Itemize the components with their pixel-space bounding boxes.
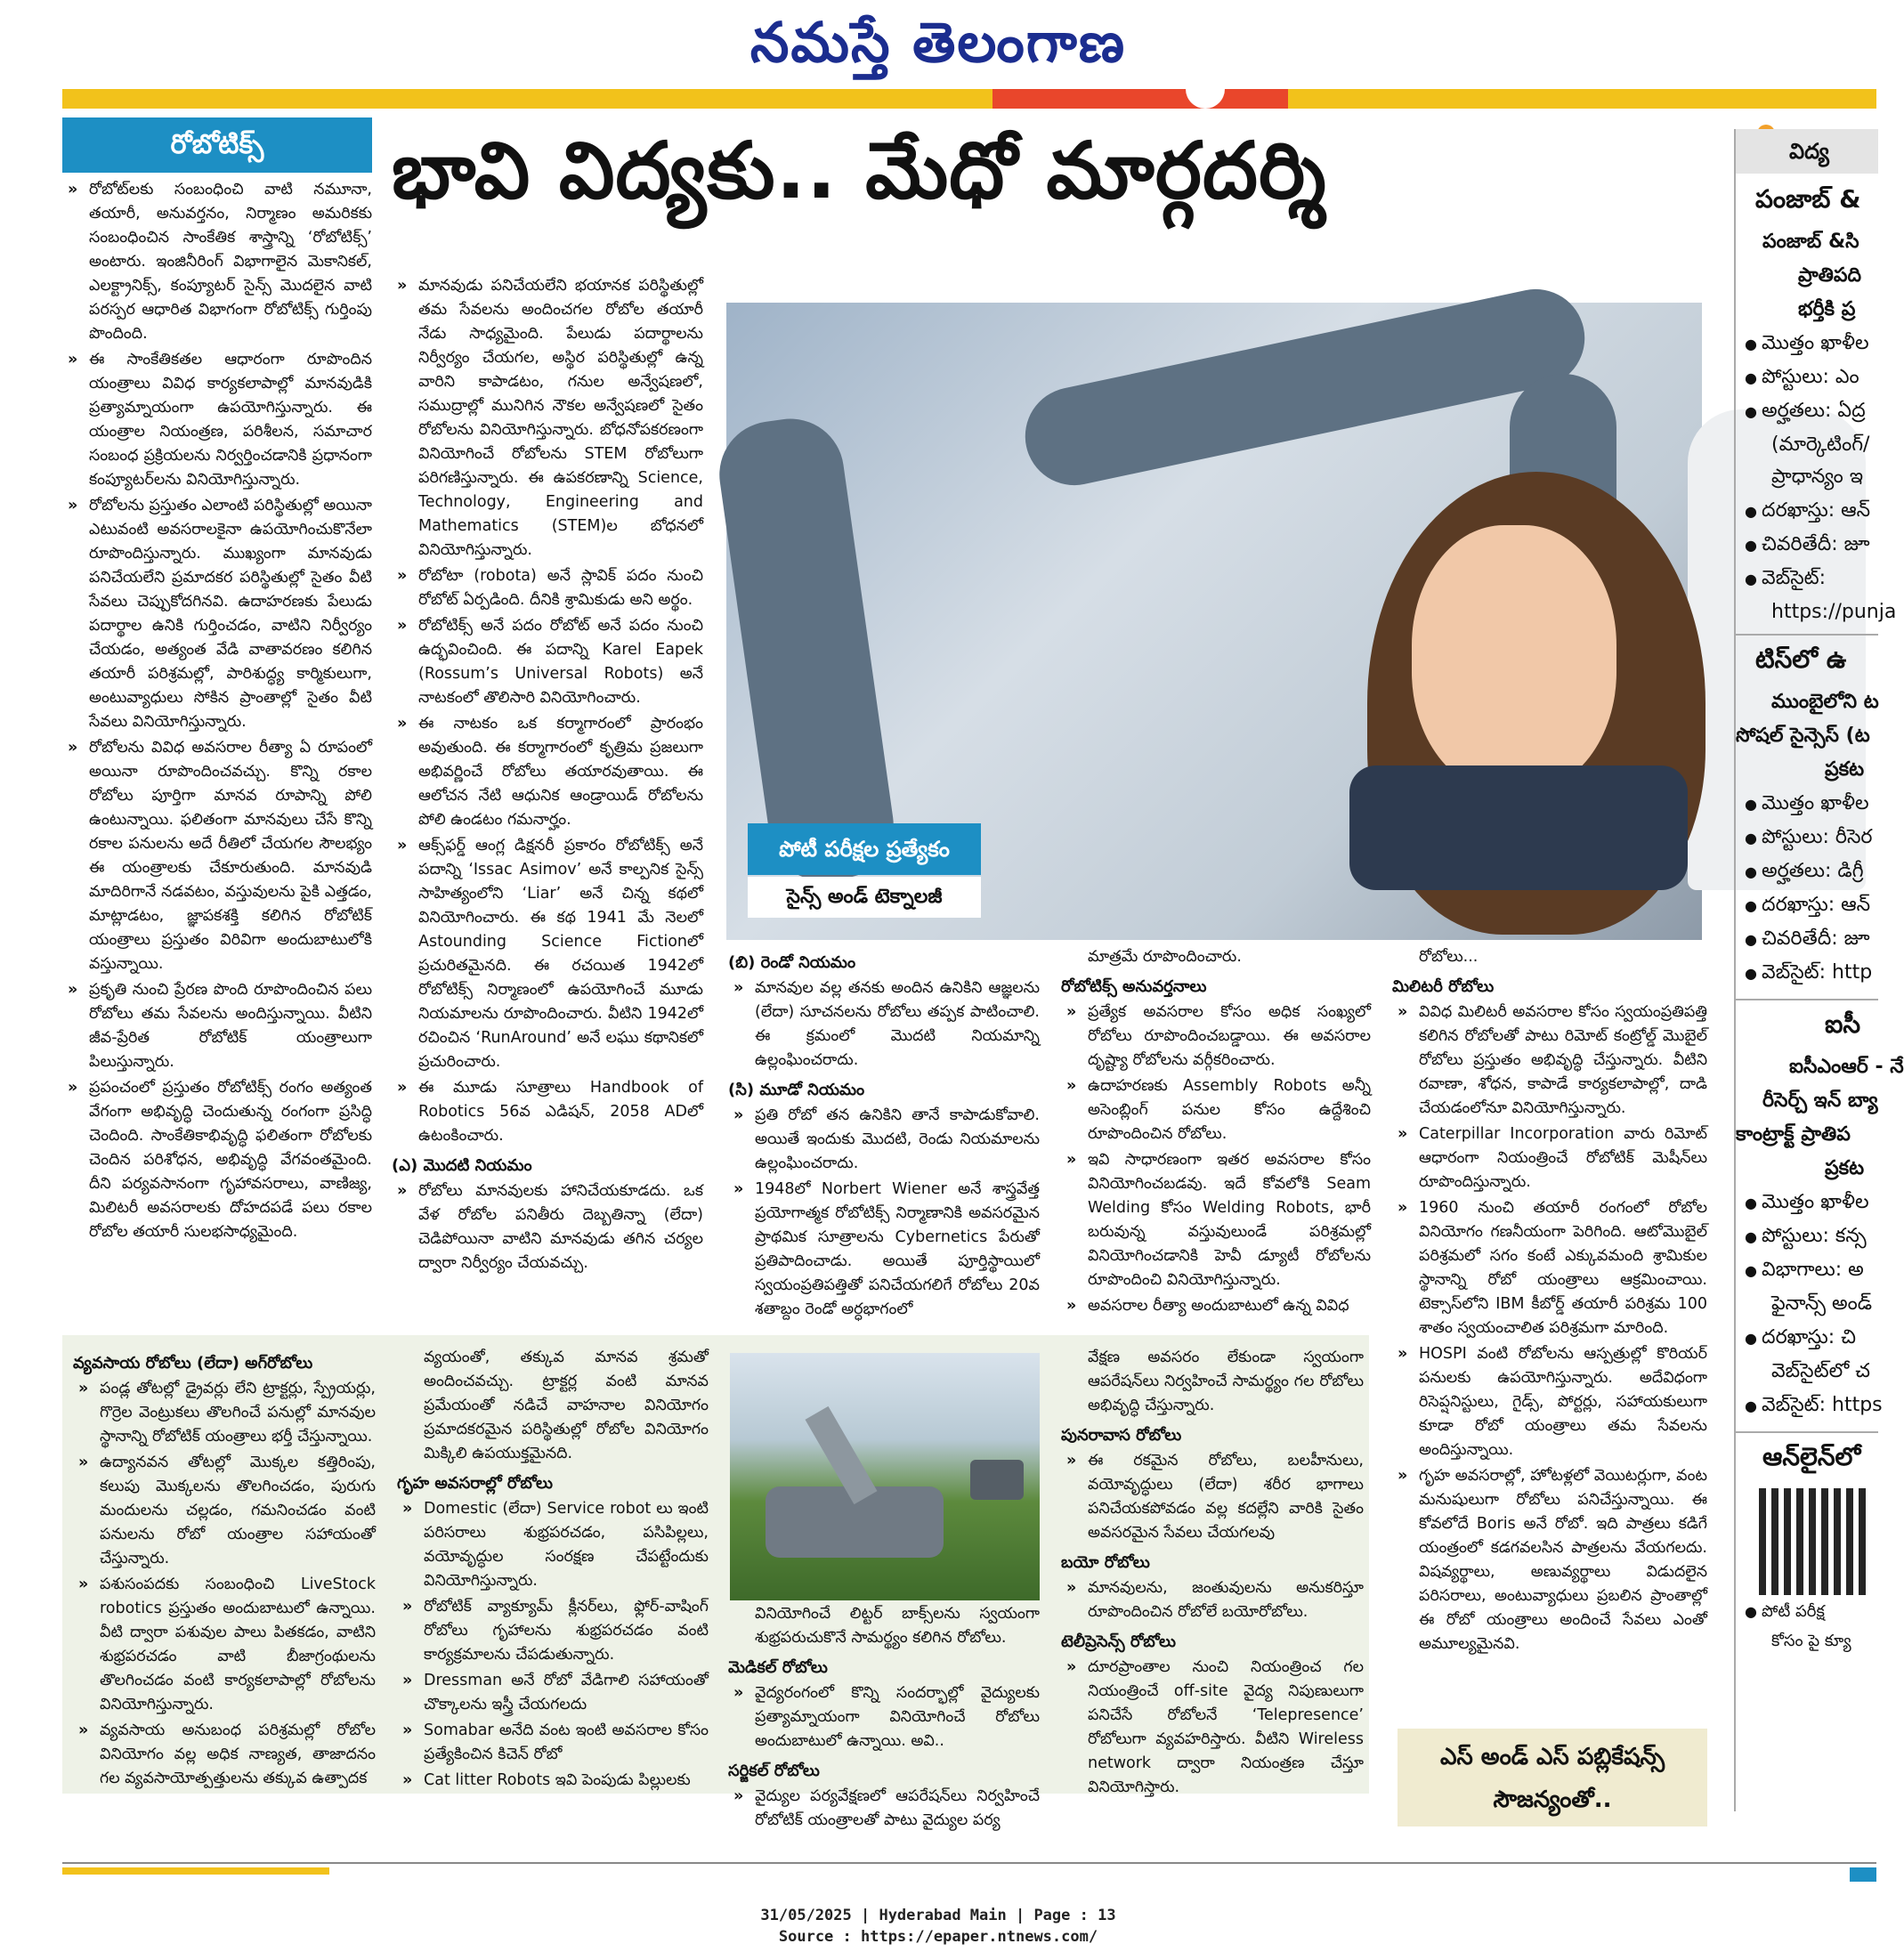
col2-item: » రోబోటా (robota) అనే స్లావిక్ పదం నుంచి రోబోట్ ఏర్పడింది. దీనికి శ్రామికుడు అని అర్థం. <box>392 564 703 612</box>
job-bullet: ● మొత్తం ఖాళీల <box>1736 792 1878 819</box>
green-item: » వైద్యరంగంలో కొన్ని సందర్భాల్లో వైద్యులకు ప్రత్యామ్నాయంగా వినియోగించే రోబోలు అందుబాటులో ఉన్నాయి. అవి.. <box>728 1681 1040 1754</box>
job-bullet-cont: (మార్కెటింగ్/ <box>1771 433 1870 456</box>
green-item: » దూరప్రాంతాల నుంచి నియంత్రించ గల నియంత్రించే off-site వైద్య నిపుణులుగా పనిచేసే రోబోలనే ‘Telepresence’ రోబోలుగా వ్యవహరిస్తారు. వీటిని Wireless network ద్వారా నియంత్రణ చేస్తూ వినియోగిస్తారు. <box>1061 1656 1364 1800</box>
medical-robots-heading: మెడికల్ రోబోలు <box>728 1658 828 1677</box>
article-column-1 <box>62 178 372 1246</box>
job-bullet: ● విభాగాలు: అ <box>1736 1259 1878 1285</box>
job-desc: పంజాబ్ &సి <box>1762 231 1859 253</box>
jobs-sidebar <box>1734 129 1904 1811</box>
surgical-robots-heading: సర్జికల్ రోబోలు <box>728 1762 820 1780</box>
job-bullet-cont: కోసం పై క్యూ <box>1771 1632 1851 1650</box>
photo-badge-subtitle: సైన్స్ అండ్ టెక్నాలజీ <box>748 877 981 918</box>
job-title-1: పంజాబ్ & <box>1755 184 1861 214</box>
home-robots-heading: గృహ అవసరాల్లో రోబోలు <box>397 1474 553 1493</box>
col1-item: » ప్రపంచంలో ప్రస్తుతం రోబోటిక్స్ రంగం అత్యంత వేగంగా అభివృద్ధి చెందుతున్న రంగంగా ప్రసిద్ధి చెందింది. సాంకేతికాభివృద్ధి ఫలితంగా రోబోలకు చెందిన పరిశోధన, అభివృద్ధి వేగవంతమైంది. దీని పర్యవసానంగా గృహావసరాలు, వాణిజ్య, మిలిటరీ అవసరాలకు దోహదపడే పలు రకాల రోబోల తయారీ సులభసాధ్యమైంది. <box>62 1076 372 1244</box>
green-item: » Domestic (లేదా) Service robot లు ఇంటి పరిసరాలు శుభ్రపరచడం, పసిపిల్లలు, వయోవృద్ధుల సంరక్షణ చేపట్టేందుకు వినియోగిస్తున్నారు. <box>397 1497 709 1593</box>
bottom-divider <box>62 1862 1876 1864</box>
green-item: » రోబోటిక్ వ్యాక్యూమ్ క్లీనర్‌లు, ఫ్లోర్-వాషింగ్ రోబోలు గృహాలను శుభ్రపరచడం వంటి కార్యక్రమాలను చేపడుతున్నారు. <box>397 1595 709 1667</box>
col4-item: » ఇవి సాధారణంగా ఇతర అవసరాల కోసం వినియోగించబడవు. ఇదే కోవలోకి Seam Welding కోసం Welding Robots, భారీ బరువున్న వస్తువులుండే పరిశ్రమల్లో వినియోగించడానికి హెవీ డ్యూటీ రోబోలను రూపొందించి వినియోగిస్తున్నారు. <box>1061 1148 1371 1292</box>
job-desc: ప్రకట <box>1825 1157 1865 1179</box>
article-column-4 <box>1061 945 1371 1320</box>
green-c2-lead: వ్యయంతో, తక్కువ మానవ శ్రమతో అందించవచ్చు. ట్రాక్టర్ల వంటి మానవ ప్రమేయంతో నడిచే వాహనాల వినియోగం ప్రమాదకరమైన పరిస్థితుల్లో రోబోల వినియోగం మిక్కిలి ఉపయుక్తమైనది. <box>424 1349 709 1462</box>
applications-heading: రోబోటిక్స్ అనువర్తనాలు <box>1061 977 1207 996</box>
online-title: ఆన్‌లైన్‌లో <box>1736 1431 1878 1478</box>
job-bullet-cont: ప్రాధాన్యం ఇ <box>1771 466 1863 488</box>
green-item: » పశుసంపదకు సంబంధించి LiveStock robotics ప్రస్తుతం అందుబాటులో ఉన్నాయి. వీటి ద్వారా పశువుల పాలు పితకడం, వాటిని శుభ్రపరచడం వాటి బీజాగ్రంథులను తొలగించడం వంటి కార్యకలాపాల్లో రోబోలను వినియోగిస్తున్నారు. <box>73 1573 376 1717</box>
footer-source[interactable]: Source : https://epaper.ntnews.com/ <box>778 1928 1098 1946</box>
job-desc: ముంబైలోని ట <box>1771 691 1879 713</box>
rule-1-text: » రోబోలు మానవులకు హానిచేయకూడదు. ఒక వేళ రోబోల పనితీరు దెబ్బతిన్నా (లేదా) చెడిపోయినా వాటిని మానవుడు తగిన చర్యల ద్వారా నిర్వీర్యం చేయవచ్చు. <box>392 1179 703 1276</box>
green-column-2 <box>397 1346 709 1794</box>
col5-item: » HOSPI వంటి రోబోలను ఆస్పత్రుల్లో కొరియర్ పనులకు ఉపయోగిస్తున్నారు. అదేవిధంగా రిసెప్షనిస్టులు, గైడ్స్, పోర్టర్లు, సహాయకులుగా కూడా రోబో యంత్రాలు తమ సేవలను అందిస్తున్నాయి. <box>1392 1342 1707 1462</box>
scarf <box>1349 765 1688 890</box>
rule-3-heading: (సి) మూడో నియమం <box>728 1081 865 1099</box>
farm-robot-small <box>970 1460 1024 1500</box>
publisher-credit <box>1398 1729 1707 1826</box>
job-desc: ప్రకట <box>1825 758 1865 781</box>
job-bullet-cont: వెబ్‌సైట్‌లో చ <box>1771 1360 1870 1382</box>
job-bullet: ● వెబ్‌సైట్: https <box>1736 1394 1878 1421</box>
job-bullet: ● పోస్టులు: ఎం <box>1736 366 1878 393</box>
job-bullet: ● దరఖాస్తు: ఆన్ <box>1736 499 1878 526</box>
green-column-4 <box>1061 1346 1364 1802</box>
military-robots-heading: మిలిటరీ రోబోలు <box>1392 977 1495 996</box>
robot-right-arm <box>1017 280 1594 495</box>
col5-lead: రోబోలు... <box>1419 948 1479 966</box>
job-desc: కాంట్రాక్ట్ ప్రాతిప <box>1736 1123 1851 1146</box>
col4-item: » ప్రత్యేక అవసరాల కోసం అధిక సంఖ్యలో రోబోలు రూపొందించబడ్డాయి. ఈ అవసరాల దృష్ట్యా రోబోలను వర్గీకరించారు. <box>1061 1000 1371 1073</box>
green-item: » ఉద్యానవన తోటల్లో మొక్కల కత్తిరింపు, కలుపు మొక్కలను తొలగించడం, పురుగు మందులను చల్లడం, గమనించడం వంటి పనులను రోబో యంత్రాల సహాయంతో చేస్తున్నారు. <box>73 1451 376 1571</box>
qr-code-icon[interactable] <box>1759 1488 1866 1595</box>
job-bullet: ● అర్హతలు: ఏద్ర <box>1736 400 1878 426</box>
green-item: » పండ్ల తోటల్లో డ్రైవర్లు లేని ట్రాక్టర్లు, స్ప్రేయర్లు, గొర్రెల వెంట్రుకలు తొలగించే పనుల్లో మానవుల స్థానాన్ని రోబోటిక్ యంత్రాలు భర్తీ చేస్తున్నాయి. <box>73 1377 376 1449</box>
col4-item: » ఉదాహరణకు Assembly Robots అన్నీ అసెంబ్లింగ్ పనుల కోసం ఉద్దేశించి రూపొందించిన రోబోలు. <box>1061 1074 1371 1146</box>
green-item: » వ్యవసాయ అనుబంధ పరిశ్రమల్లో రోబోల వినియోగం వల్ల అధిక నాణ్యత, తాజాదనం గల వ్యవసాయోత్పత్తులను తక్కువ ఉత్పాదక <box>73 1719 376 1791</box>
col4-lead: మాత్రమే రూపొందించారు. <box>1088 948 1242 966</box>
job-desc: రీసెర్చ్ ఇన్ బ్యా <box>1762 1089 1878 1112</box>
job-bullet: ● మొత్తం ఖాళీల <box>1736 1191 1878 1218</box>
masthead <box>0 0 1876 85</box>
bottom-color-bar <box>62 1867 329 1875</box>
job-desc: భర్తీకి ప్ర <box>1798 298 1856 320</box>
job-bullet: ● చివరితేదీ: జూ <box>1736 927 1878 954</box>
green-column-3 <box>728 1602 1040 1835</box>
rule-1-heading: (ఎ) మొదటి నియమం <box>392 1156 532 1175</box>
rule-2-text: » మానవుల వల్ల తనకు అందిన ఉనికిని ఆజ్ఞలను (లేదా) సూచనలను రోబోలు తప్పక పాటించాలి. ఈ క్రమంలో మొదటి నియమాన్ని ఉల్లంఘించరాదు. <box>728 976 1040 1073</box>
col1-item: » రోబోలను ప్రస్తుతం ఎలాంటి పరిస్థితుల్లో అయినా ఎటువంటి అవసరాలకైనా ఉపయోగించుకొనేలా రూపొందిస్తున్నారు. ముఖ్యంగా మానవుడు పనిచేయలేని ప్రమాదకర పరిస్థితుల్లో సైతం వీటి సేవలు చెప్పుకోదగినవి. ఉదాహరణకు పేలుడు పదార్థాల ఉనికి గుర్తించడం, వాటిని నిర్వీర్యం చేయడం, అత్యంత వేడి వాతావరణం కలిగిన తయారీ పరిశ్రమల్లో, పారిశుద్ధ్య కార్మికులుగా, అంటువ్యాధులు సోకిన ప్రాంతాల్లో సైతం వీటి సేవలు వినియోగిస్తున్నారు. <box>62 494 372 734</box>
col2-item: » ఈ మూడు సూత్రాలు Handbook of Robotics 56వ ఎడిషన్, 2058 ADలో ఉటంకించారు. <box>392 1076 703 1148</box>
job-url: https://punja <box>1771 601 1897 623</box>
agri-robots-heading: వ్యవసాయ రోబోలు (లేదా) అగ్‌రోబోలు <box>73 1354 313 1373</box>
green-column-1 <box>73 1346 376 1793</box>
article-column-3 <box>728 945 1040 1324</box>
col5-item: » 1960 నుంచి తయారీ రంగంలో రోబోల వినియోగం గణనీయంగా పెరిగింది. ఆటోమొబైల్ పరిశ్రమలో సగం కంటే ఎక్కువమంది శ్రామికుల స్థానాన్ని రోబో యంత్రాలు ఆక్రమించాయి. టెక్సాస్‌లోని IBM కీబోర్డ్ తయారీ పరిశ్రమ 100 శాతం స్వయంచాలిత పరిశ్రమగా మారింది. <box>1392 1196 1707 1340</box>
col2-item: » ఆక్స్‌ఫర్డ్ ఆంగ్ల డిక్షనరీ ప్రకారం రోబోటిక్స్ అనే పదాన్ని ‘Issac Asimov’ అనే కాల్పనిక సైన్స్ సాహిత్యంలోని ‘Liar’ అనే చిన్న కథలో వినియోగించారు. ఈ కథ 1941 మే నెలలో Astounding Science Fictionలో ప్రచురితమైనది. ఈ రచయిత 1942లో రోబోటిక్స్ నిర్మాణంలో ఉపయోగించే మూడు నియమాలను రూపొందించారు. వీటిని 1942లో రచించిన ‘RunAround’ అనే లఘు కథానికలో ప్రచురించారు. <box>392 834 703 1074</box>
job-bullet: ● పోటీ పరీక్ష <box>1736 1602 1878 1624</box>
green-c4-lead: వేక్షణ అవసరం లేకుండా స్వయంగా ఆపరేషన్‌లు నిర్వహించే సామర్థ్యం గల రోబోలు అభివృద్ధి చేస్తున్నారు. <box>1088 1349 1364 1414</box>
rule-2-heading: (బి) రెండో నియమం <box>728 953 856 972</box>
telepresence-robots-heading: టెలీప్రెసెన్స్ రోబోలు <box>1061 1632 1176 1651</box>
col1-item: » ప్రకృతి నుంచి ప్రేరణ పొంది రూపొందించిన పలు రోబోలు తమ సేవలను అందిస్తున్నాయి. వీటిని జీవ-ప్రేరిత రోబోటిక్ యంత్రాలుగా పిలుస్తున్నారు. <box>62 978 372 1074</box>
newspaper-logo: నమస్తే తెలంగాణ <box>749 10 1127 75</box>
col2-item: » రోబోటిక్స్ అనే పదం రోబోట్ అనే పదం నుంచి ఉద్భవించింది. ఈ పదాన్ని Karel Eapek (Rossum’s Universal Robots) అనే నాటకంలో తొలిసారి వినియోగించారు. <box>392 614 703 710</box>
job-bullet: ● వెబ్‌సైట్: <box>1736 567 1878 594</box>
col5-item: » Caterpillar Incorporation వారు రిమోట్ ఆధారంగా నియంత్రించే రోబోటిక్ మెషీన్‌లు రూపొందిస్తున్నారు. <box>1392 1122 1707 1195</box>
rule-3-text: » ప్రతి రోబో తన ఉనికిని తానే కాపాడుకోవాలి. అయితే ఇందుకు మొదటి, రెండు నియమాలను ఉల్లంఘించరాదు. <box>728 1104 1040 1176</box>
page-footer <box>0 1905 1876 1948</box>
job-bullet: ● పోస్టులు: కన్స <box>1736 1225 1878 1251</box>
job-title-3: ఐసీ <box>1736 999 1878 1045</box>
green-c3-lead: వినియోగించే లిట్టర్ బాక్స్‌లను స్వయంగా శుభ్రపరుచుకొనే సామర్థ్యం కలిగిన రోబోలు. <box>755 1605 1040 1647</box>
photo-badge-title: పోటీ పరీక్షల ప్రత్యేకం <box>748 823 981 875</box>
robot-left-arm <box>712 412 900 887</box>
job-bullet: ● పోస్టులు: రీసెర <box>1736 826 1878 853</box>
col1-item: » రోబోలను వివిధ అవసరాల రీత్యా ఏ రూపంలో అయినా రూపొందించవచ్చు. కొన్ని రకాల రోబోలు పూర్తిగా మానవ రూపాన్ని పోలి ఉంటున్నాయి. ఫలితంగా మానవులు చేసే కొన్ని రకాల పనులను అదే రీతిలో చేయగల సౌలభ్యం ఈ యంత్రాలకు చేకూరుతుంది. మానవుడి మాదిరిగానే నడవటం, వస్తువులను పైకి ఎత్తడం, మాట్లాడటం, జ్ఞాపకశక్తి కలిగిన రోబోటిక్ యంత్రాలు ప్రస్తుతం విరివిగా అందుబాటులోకి వస్తున్నాయి. <box>62 736 372 976</box>
job-bullet: ● మొత్తం ఖాళీల <box>1736 332 1878 359</box>
green-item: » ఈ రకమైన రోబోలు, బలహీనులు, వయోవృద్ధులు (లేదా) శరీర భాగాలు పనిచేయకపోవడం వల్ల కదల్లేని వారికి సైతం అవసరమైన సేవలు చేయగలవు <box>1061 1449 1364 1545</box>
green-item: » Somabar అనేది వంట ఇంటి అవసరాల కోసం ప్రత్యేకించిన కిచెన్ రోబో <box>397 1719 709 1767</box>
green-item: » మానవులను, జంతువులను అనుకరిస్తూ రూపొందించిన రోబోలే బయోరోబోలు. <box>1061 1576 1364 1624</box>
job-bullet: ● చివరితేదీ: జూ <box>1736 533 1878 560</box>
col5-item: » గృహ అవసరాల్లో, హోటళ్లలో వెయిటర్లుగా, వంట మనుషులుగా రోబోలు పనిచేస్తున్నాయి. ఈ కోవలోదే Boris అనే రోబో. ఇది పాత్రలు కడిగే యంత్రంలో కడగవలసిన పాత్రలను వేయగలదు. విషవ్యర్థాలు, అణువ్యర్థాలు విడుదలైన పరిసరాలు, అంటువ్యాధులు ప్రబలిన ప్రాంతాల్లో ఈ రోబో యంత్రాలు అందించే సేవలు ఎంతో అమూల్యమైనవి. <box>1392 1464 1707 1656</box>
col1-item: » ఈ సాంకేతికతల ఆధారంగా రూపొందిన యంత్రాలు వివిధ కార్యకలాపాల్లో మానవుడికి ప్రత్యామ్నాయంగా ఉపయోగిస్తున్నారు. ఈ యంత్రాల నియంత్రణ, పరిశీలన, సమాచార సంబంధ ప్రక్రియలను నిర్వర్తించడానికి ప్రధానంగా కంప్యూటర్‌లను వినియోగిస్తున్నారు. <box>62 348 372 492</box>
farm-robot-photo <box>730 1353 1040 1600</box>
bio-robots-heading: బయో రోబోలు <box>1061 1553 1150 1572</box>
job-bullet-cont: ఫైనాన్స్ అండ్ <box>1771 1292 1873 1315</box>
section-tag: రోబోటిక్స్ <box>62 117 372 173</box>
top-bar-accent <box>993 89 1288 109</box>
col4-item: » అవసరాల రీత్యా అందుబాటులో ఉన్న వివిధ <box>1061 1294 1371 1318</box>
article-column-2 <box>392 274 703 1277</box>
job-bullet: ● దరఖాస్తు: ఆన్ <box>1736 894 1878 920</box>
col5-item: » వివిధ మిలిటరీ అవసరాల కోసం స్వయంప్రతిపత్తి కలిగిన రోబోలతో పాటు రిమోట్ కంట్రోల్డ్ మొబైల్ రోబోలు ప్రస్తుతం అభివృద్ధి చేస్తున్నారు. వీటిని రవాణా, శోధన, కాపాడే కార్యకలాపాల్లో, దాడి చేయడంలోనూ వినియోగిస్తున్నారు. <box>1392 1000 1707 1121</box>
job-bullet: ● అర్హతలు: డిగ్రీ <box>1736 860 1878 887</box>
face <box>1412 525 1616 792</box>
col1-item: » రోబోట్‌లకు సంబంధించి వాటి నమూనా, తయారీ, అనువర్తనం, నిర్మాణం అమరికకు సంబంధించిన సాంకేతిక శాస్త్రాన్ని ‘రోబోటిక్స్’ అంటారు. ఇంజినీరింగ్ విభాగాలైన మెకానికల్, ఎలక్ట్రానిక్స్, కంప్యూటర్ సైన్స్ మొదలైన వాటి పరస్పర ఆధారిత విభాగంగా రోబోటిక్స్ గుర్తింపు పొందింది. <box>62 178 372 346</box>
green-item: » Dressman అనే రోబో వేడిగాలి సహాయంతో చొక్కాలను ఇస్త్రీ చేయగలదు <box>397 1669 709 1717</box>
rehab-robots-heading: పునరావాస రోబోలు <box>1061 1426 1182 1445</box>
col3-item: » 1948లో Norbert Wiener అనే శాస్త్రవేత్త ప్రయోగాత్మక రోబోటిక్స్ నిర్మాణానికి అవసరమైన ప్రాథమిక సూత్రాలను Cybernetics పేరుతో ప్రతిపాదించాడు. అయితే పూర్తిస్థాయిలో స్వయంప్రతిపత్తితో పనిచేయగలిగే రోబోలు 20వ శతాబ్దం రెండో అర్ధభాగంలో <box>728 1178 1040 1322</box>
green-item: » Cat litter Robots ఇవి పెంపుడు పిల్లులకు <box>397 1769 709 1793</box>
col2-item: » ఈ నాటకం ఒక కర్మాగారంలో ప్రారంభం అవుతుంది. ఈ కర్మాగారంలో కృత్రిమ ప్రజలుగా అభివర్ణించే రోబోలు తయారవుతాయి. ఈ ఆలోచన నేటి ఆధునిక ఆండ్రాయిడ్ రోబోలను పోలి ఉండటం గమనార్హం. <box>392 712 703 832</box>
top-color-bar <box>62 89 1876 109</box>
job-desc: ప్రాతిపది <box>1798 264 1862 287</box>
job-bullet: ● వెబ్‌సైట్: http <box>1736 961 1878 988</box>
green-item: » వైద్యుల పర్యవేక్షణలో ఆపరేషన్‌లు నిర్వహించే రోబోటిక్ యంత్రాలతో పాటు వైద్యుల పర్య <box>728 1785 1040 1833</box>
col2-item: » మానవుడు పనిచేయలేని భయానక పరిస్థితుల్లో తమ సేవలను అందించగల రోబోల తయారీ నేడు సాధ్యమైంది. పేలుడు పదార్థాలను నిర్వీర్యం చేయగల, అస్థిర పరిస్థితుల్లో ఉన్న వారిని కాపాడటం, గనుల అన్వేషణలో, సముద్రాల్లో మునిగిన నౌకల అన్వేషణలో సైతం రోబోలను వినియోగిస్తున్నారు. బోధనోపకరణంగా వినియోగించే రోబోలను STEM రోబోలుగా పరిగణిస్తున్నారు. ఈ ఉపకరణాన్ని Science, Technology, Engineering and Mathematics (STEM)ల బోధనలో వినియోగిస్తున్నారు. <box>392 274 703 563</box>
job-bullet: ● దరఖాస్తు: చి <box>1736 1326 1878 1353</box>
sidebar-header: విద్య <box>1736 129 1878 174</box>
job-desc: ఐసీఎంఆర్ - నే <box>1789 1056 1904 1078</box>
bottom-blue-bar <box>1850 1867 1876 1882</box>
headline: భావి విద్యకు.. మేధో మార్గదర్శి <box>392 125 1327 216</box>
credit-line-2: సౌజన్యంతో.. <box>1493 1786 1612 1813</box>
job-desc: సోషల్ సైన్సెస్ (ట <box>1736 725 1870 747</box>
credit-line-1: ఎస్ అండ్ ఎస్ పబ్లికేషన్స్ <box>1439 1744 1665 1770</box>
footer-edition: 31/05/2025 | Hyderabad Main | Page : 13 <box>760 1907 1116 1924</box>
article-column-5 <box>1392 945 1707 1658</box>
job-title-2: టిస్‌లో ఉ <box>1736 634 1878 680</box>
